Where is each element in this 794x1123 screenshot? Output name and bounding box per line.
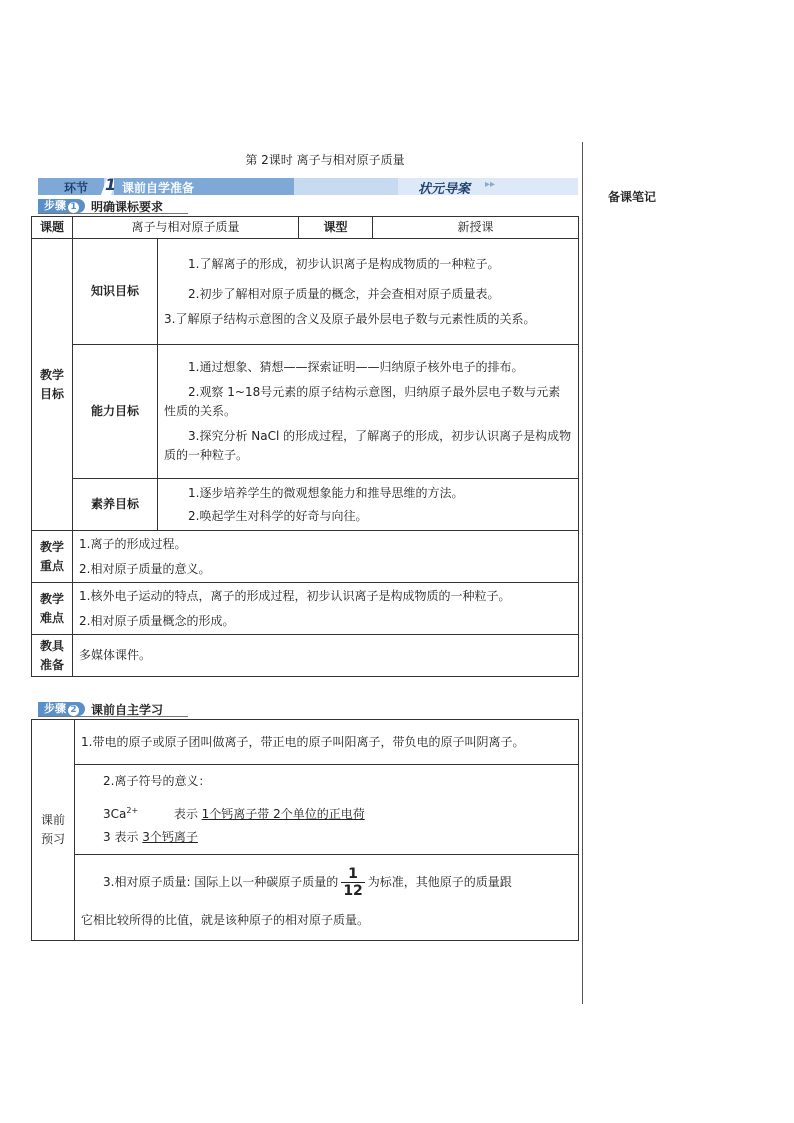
key-points-label: 教学重点 (32, 531, 73, 583)
q3-fraction (341, 866, 364, 899)
ability-item-1: 1.通过想象、猜想——探索证明——归纳原子核外电子的排布。 (188, 360, 524, 374)
knowledge-label: 知识目标 (73, 239, 158, 345)
preview-q1-row (32, 720, 579, 765)
preview-q1: 1.带电的原子或原子团叫做离子，带正电的原子叫阳离子，带负电的原子叫阴离子。 (75, 720, 579, 765)
header-topic-label: 课题 (32, 217, 73, 239)
preview-label: 课前预习 (32, 720, 75, 941)
banner-env-number: 1 (105, 175, 117, 194)
q2-symbol: 3Ca (103, 807, 127, 821)
q3-prefix: 3.相对原子质量: 国际上以一种碳原子质量的 (103, 874, 339, 889)
literacy-item-2: 2.唤起学生对科学的好奇与向往。 (188, 508, 368, 523)
section-banner (38, 175, 578, 197)
banner-brand: 状元导案 (418, 182, 471, 197)
literacy-row (32, 479, 579, 531)
step-2-number: 2 (68, 705, 79, 716)
header-type-value: 新授课 (373, 217, 579, 239)
header-topic-value: 离子与相对原子质量 (73, 217, 299, 239)
q3-line-2: 它相比较所得的比值，就是该种原子的相对原子质量。 (81, 912, 370, 927)
knowledge-item-2: 2.初步了解相对原子质量的概念，并会查相对原子质量表。 (188, 286, 500, 301)
step-2-badge (38, 702, 85, 716)
notes-label: 备课笔记 (608, 190, 657, 204)
q2-line3-prefix: 3 表示 (103, 830, 139, 844)
q2-answer-1: 1个钙离子带 2个单位的正电荷 (201, 807, 365, 821)
q2-means: 表示 (173, 807, 198, 821)
step-2-header (38, 702, 163, 716)
header-type-label: 课型 (299, 217, 373, 239)
preview-q2-row (32, 765, 579, 855)
difficulty-2: 2.相对原子质量概念的形成。 (79, 613, 235, 628)
difficulty-1: 1.核外电子运动的特点，离子的形成过程，初步认识离子是构成物质的一种粒子。 (79, 588, 511, 603)
tools-row (32, 635, 579, 677)
difficulties-items (73, 583, 579, 635)
q2-title: 2.离子符号的意义： (103, 774, 211, 788)
tools-label: 教具准备 (32, 635, 73, 677)
q2-line-3 (103, 828, 572, 847)
key-point-2: 2.相对原子质量的意义。 (79, 561, 211, 576)
q3-suffix: 为标准，其他原子的质量跟 (367, 874, 512, 889)
banner-section-title: 课前自学准备 (122, 181, 195, 195)
preview-q3-row (32, 855, 579, 941)
knowledge-items (158, 239, 579, 345)
q2-charge: 2+ (126, 806, 139, 815)
difficulties-row (32, 583, 579, 635)
step-1-badge-label: 步骤 (44, 199, 66, 212)
goals-header-row (32, 217, 579, 239)
tools-text: 多媒体课件。 (73, 635, 579, 677)
step-2-badge-label: 步骤 (44, 702, 66, 715)
preview-q2 (75, 765, 579, 855)
key-points-items (73, 531, 579, 583)
banner-env-label: 环节 (64, 181, 89, 195)
page-title: 第 2课时 离子与相对原子质量 (245, 153, 405, 167)
double-arrow-icon: ▸▸ (485, 179, 496, 190)
q2-line-2 (103, 801, 572, 824)
key-points-row (32, 531, 579, 583)
ability-row (32, 345, 579, 479)
step-1-underline (38, 213, 188, 214)
literacy-items (158, 479, 579, 531)
q2-answer-2: 3个钙离子 (142, 830, 198, 844)
step-1-badge (38, 199, 85, 213)
preview-table (31, 719, 579, 941)
step-1-header (38, 199, 163, 213)
ability-item-2: 2.观察 1~18号元素的原子结构示意图，归纳原子最外层电子数与元素性质的关系。 (164, 385, 561, 418)
goals-table (31, 216, 579, 677)
goals-label: 教学目标 (32, 239, 73, 531)
step-2-title: 课前自主学习 (91, 702, 164, 717)
knowledge-item-3: 3.了解原子结构示意图的含义及原子最外层电子数与元素性质的关系。 (164, 311, 536, 326)
knowledge-item-1: 1.了解离子的形成，初步认识离子是构成物质的一种粒子。 (188, 256, 500, 271)
step-1-title: 明确课标要求 (91, 199, 164, 214)
literacy-item-1: 1.逐步培养学生的微观想象能力和推导思维的方法。 (188, 485, 464, 500)
ability-item-3: 3.探究分析 NaCl 的形成过程，了解离子的形成，初步认识离子是构成物质的一种粒子。 (164, 429, 572, 462)
step-2-underline (38, 716, 188, 717)
step-1-number: 1 (68, 202, 79, 213)
q3-denominator: 12 (343, 882, 363, 899)
q3-numerator: 1 (341, 866, 364, 883)
literacy-label: 素养目标 (73, 479, 158, 531)
q3-line-1 (81, 866, 572, 899)
ability-label: 能力目标 (73, 345, 158, 479)
ability-items (158, 345, 579, 479)
knowledge-row (32, 239, 579, 345)
side-divider (582, 142, 583, 1004)
difficulties-label: 教学难点 (32, 583, 73, 635)
preview-q3 (75, 855, 579, 941)
key-point-1: 1.离子的形成过程。 (79, 536, 187, 551)
